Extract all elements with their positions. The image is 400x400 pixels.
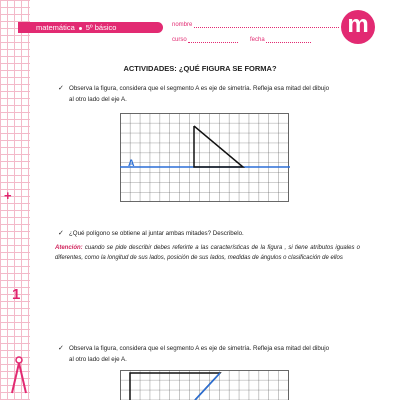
check-icon: ✓ <box>58 85 64 92</box>
attention-label: Atención: <box>55 245 83 251</box>
name-field[interactable] <box>172 21 339 28</box>
date-field[interactable] <box>250 36 311 43</box>
attention-note <box>55 243 360 263</box>
activity-title: ACTIVIDADES: ¿QUÉ FIGURA SE FORMA? <box>123 64 277 73</box>
compass-icon <box>10 355 28 395</box>
instruction-3-line-1: Observa la figura, considera que el segmento A es eje de simetría. Refleja esa mitad del dibujo <box>69 345 330 352</box>
side-glyph-one: 1 <box>12 286 21 303</box>
axis-label-a: A <box>128 158 135 168</box>
name-label: nombre <box>172 22 193 28</box>
instruction-3 <box>69 343 329 365</box>
check-icon: ✓ <box>58 345 64 352</box>
subject-label: matemática <box>36 23 75 32</box>
instruction-1-line-1: Observa la figura, considera que el segmento A es eje de simetría. Refleja esa mitad del dibujo <box>69 85 330 92</box>
subject-header-bar <box>18 22 163 33</box>
side-glyph-plus: + <box>4 188 12 203</box>
instruction-3-line-2: al otro lado del eje A. <box>69 356 127 363</box>
instruction-1 <box>69 83 329 105</box>
check-icon: ✓ <box>58 230 64 237</box>
date-label: fecha <box>250 37 265 43</box>
instruction-1-line-2: al otro lado del eje A. <box>69 96 127 103</box>
symmetry-grid-1 <box>120 113 292 203</box>
instruction-2: ¿Qué polígono se obtiene al juntar ambas mitades? Describelo. <box>69 230 244 237</box>
attention-text: cuando se pide describir debes referirte a las características de la figura , si tiene atributos iguales o diferentes, como la longitud de sus lados, posición de sus lados, medidas de ángulos o clasificación de ellos <box>55 245 360 261</box>
course-field[interactable] <box>172 36 238 43</box>
symmetry-grid-2 <box>120 370 292 400</box>
m-logo: m <box>341 10 375 44</box>
grade-label: 5º básico <box>85 23 117 32</box>
course-label: curso <box>172 37 187 43</box>
separator-dot <box>79 27 82 30</box>
